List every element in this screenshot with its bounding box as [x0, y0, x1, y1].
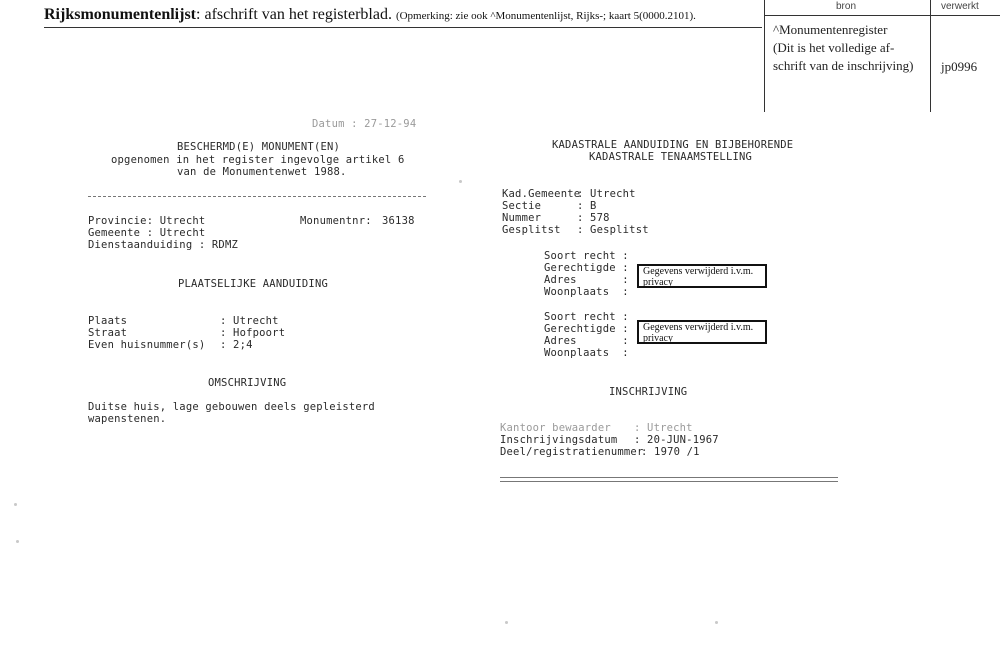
inschrijvingsdatum-value: : 20-JUN-1967 — [634, 434, 719, 446]
monumentnr-value: 36138 — [382, 215, 415, 227]
sectie-label: Sectie — [502, 200, 542, 212]
bottom-double-rule — [500, 477, 838, 482]
header-note: (Opmerking: zie ook ^Monumentenlijst, Rijks-; kaart 5(0000.2101). — [395, 10, 696, 22]
gesplitst-label: Gesplitst — [502, 224, 561, 236]
verwerkt-value: jp0996 — [941, 59, 978, 74]
owner1-gerechtigde-label: Gerechtigde : — [544, 262, 629, 274]
scan-speck — [16, 540, 19, 543]
bron-line-2: (Dit is het volledige af- — [773, 40, 895, 55]
huisnummer-row-label: Even huisnummer(s) — [88, 339, 206, 351]
owner2-soort-recht-label: Soort recht : — [544, 311, 629, 323]
datum-line: Datum : 27-12-94 — [312, 118, 417, 130]
straat-row-label: Straat — [88, 327, 128, 339]
owner1-woonplaats-label: Woonplaats : — [544, 286, 629, 298]
verwerkt-column-header: verwerkt — [941, 1, 979, 12]
header-rule — [44, 27, 762, 28]
omschrijving-line-1: Duitse huis, lage gebouwen deels gepleisterd — [88, 401, 375, 413]
side-box-header-rule — [764, 15, 1000, 16]
kadgemeente-label: Kad.Gemeente — [502, 188, 581, 200]
left-heading-line-2: opgenomen in het register ingevolge artikel 6 — [111, 154, 405, 166]
right-heading-line-2: KADASTRALE TENAAMSTELLING — [589, 151, 753, 163]
provincie-line: Provincie: Utrecht — [88, 215, 206, 227]
header-title-bold: Rijksmonumentenlijst — [44, 6, 197, 23]
plaats-row-label: Plaats — [88, 315, 128, 327]
owner2-redaction-box: Gegevens verwijderd i.v.m. privacy — [637, 320, 767, 344]
dienst-line: Dienstaanduiding : RDMZ — [88, 239, 238, 251]
page-header — [44, 6, 696, 24]
straat-row-value: : Hofpoort — [220, 327, 286, 339]
scan-speck — [505, 621, 508, 624]
nummer-value: : 578 — [577, 212, 610, 224]
gesplitst-value: : Gesplitst — [577, 224, 649, 236]
gemeente-line: Gemeente : Utrecht — [88, 227, 206, 239]
omschrijving-heading: OMSCHRIJVING — [208, 377, 287, 389]
plaats-heading: PLAATSELIJKE AANDUIDING — [178, 278, 328, 290]
kadgemeente-value: : Utrecht — [577, 188, 636, 200]
kantoor-value: : Utrecht — [634, 422, 693, 434]
bron-line-1: ^Monumentenregister — [773, 22, 888, 37]
header-title-rest: : afschrift van het registerblad. — [196, 6, 392, 23]
nummer-label: Nummer — [502, 212, 542, 224]
huisnummer-row-value: : 2;4 — [220, 339, 253, 351]
deel-label: Deel/registratienummer — [500, 446, 644, 458]
side-box-divider-left — [764, 0, 765, 112]
omschrijving-line-2: wapenstenen. — [88, 413, 167, 425]
scan-speck — [715, 621, 718, 624]
owner1-redaction-box: Gegevens verwijderd i.v.m. privacy — [637, 264, 767, 288]
monumentnr-label: Monumentnr: — [300, 215, 372, 227]
right-heading-line-1: KADASTRALE AANDUIDING EN BIJBEHORENDE — [552, 139, 794, 151]
owner2-gerechtigde-label: Gerechtigde : — [544, 323, 629, 335]
scan-speck — [14, 503, 17, 506]
owner1-soort-recht-label: Soort recht : — [544, 250, 629, 262]
side-box-divider-middle — [930, 0, 931, 112]
inschrijvingsdatum-label: Inschrijvingsdatum — [500, 434, 618, 446]
left-heading-line-1: BESCHERMD(E) MONUMENT(EN) — [177, 141, 341, 153]
plaats-row-value: : Utrecht — [220, 315, 279, 327]
bron-column-header: bron — [836, 1, 857, 12]
left-heading-line-3: van de Monumentenwet 1988. — [177, 166, 347, 178]
deel-value: : 1970 /1 — [641, 446, 700, 458]
owner2-woonplaats-label: Woonplaats : — [544, 347, 629, 359]
kantoor-label: Kantoor bewaarder — [500, 422, 611, 434]
scan-speck — [459, 180, 462, 183]
sectie-value: : B — [577, 200, 597, 212]
owner1-adres-label: Adres : — [544, 274, 629, 286]
bron-line-3: schrift van de inschrijving) — [773, 58, 914, 73]
dashed-divider — [88, 196, 426, 197]
inschrijving-heading: INSCHRIJVING — [609, 386, 688, 398]
owner2-adres-label: Adres : — [544, 335, 629, 347]
